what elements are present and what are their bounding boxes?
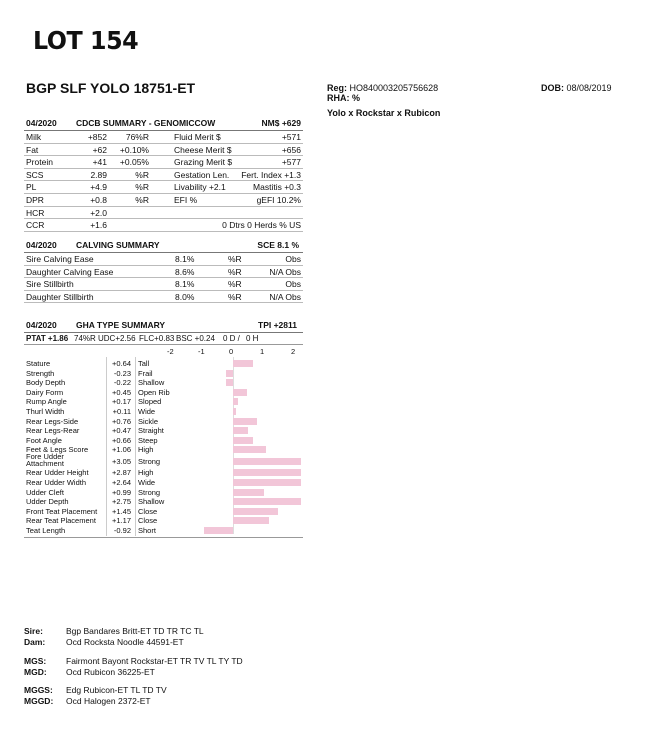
calving-date: 04/2020 — [26, 240, 57, 250]
type-trait-desc: Wide — [138, 407, 156, 416]
type-trait-row — [24, 388, 303, 398]
registration — [327, 83, 438, 93]
type-trait-name: Rear Legs-Rear — [26, 426, 80, 436]
type-trait-name: Fore Udder Attachment — [26, 452, 64, 468]
type-trait-desc: Short — [138, 526, 156, 536]
gha-title: GHA TYPE SUMMARY — [76, 320, 166, 330]
bsc: BSC +0.24 — [176, 334, 215, 343]
pedigree-label: MGGS: — [24, 685, 53, 695]
ptat-rel: 74%R — [74, 334, 96, 343]
pedigree-label: Dam: — [24, 637, 46, 647]
cdcb-row — [24, 156, 303, 169]
gha-type-summary — [24, 320, 303, 542]
type-trait-value: +0.76 — [112, 416, 131, 426]
trait-name: Protein — [26, 157, 53, 168]
type-trait-row — [24, 507, 303, 517]
pedigree-entry — [24, 685, 167, 695]
reg-label: Reg: — [327, 83, 347, 93]
trait-value: +0.8 — [90, 194, 107, 205]
axis-tick-label: -1 — [198, 347, 205, 356]
type-trait-desc: Shallow — [138, 497, 165, 507]
trait-value: +2.0 — [90, 207, 107, 218]
type-trait-name: Udder Cleft — [26, 487, 64, 497]
axis-tick-label: 1 — [260, 347, 265, 356]
calving-trait: Sire Stillbirth — [26, 279, 74, 290]
calving-value: 8.1% — [175, 279, 195, 290]
trait-reliability: 76%R — [125, 132, 149, 142]
pedigree-name: Edg Rubicon-ET TL TD TV — [66, 685, 167, 695]
type-trait-name: Stature — [26, 359, 51, 368]
trait-value: +852 — [87, 132, 107, 142]
type-trait-row — [24, 452, 303, 468]
type-trait-value: +2.64 — [112, 478, 131, 488]
type-trait-row — [24, 407, 303, 417]
type-trait-bar — [233, 469, 301, 476]
cdcb-row — [24, 219, 303, 232]
type-trait-desc: Open Rib — [138, 387, 170, 397]
type-trait-name: Rear Teat Placement — [26, 516, 96, 526]
type-trait-desc: High — [138, 468, 154, 478]
type-trait-bar — [233, 389, 247, 396]
cdcb-row — [24, 207, 303, 220]
merit-value: gEFI 10.2% — [256, 194, 301, 205]
axis-tick-label: 2 — [291, 347, 296, 356]
type-trait-bar — [233, 398, 238, 405]
pedigree-entry — [24, 667, 155, 677]
ptat: PTAT +1.86 — [26, 334, 69, 343]
type-trait-value: -0.22 — [113, 378, 131, 388]
gha-header — [24, 320, 303, 333]
flc: FLC+0.83 — [139, 334, 175, 343]
type-trait-bar — [233, 446, 266, 453]
type-trait-value: +0.66 — [112, 435, 131, 445]
axis-tick-label: 0 — [229, 347, 234, 356]
type-trait-desc: Straight — [138, 426, 164, 436]
merit-label: Grazing Merit $ — [174, 157, 233, 168]
trait-reliability: %R — [135, 182, 149, 193]
type-trait-desc: Strong — [138, 487, 161, 497]
merit-value: +577 — [281, 157, 301, 168]
type-trait-desc: Sickle — [138, 416, 159, 426]
merit-label: EFI % — [174, 194, 198, 205]
type-trait-row — [24, 417, 303, 427]
type-trait-desc: Shallow — [138, 378, 165, 388]
type-trait-name: Body Depth — [26, 378, 66, 388]
trait-value: +41 — [92, 157, 107, 168]
type-trait-row — [24, 468, 303, 478]
calving-sce: SCE 8.1 % — [257, 240, 299, 250]
pedigree-entry — [24, 696, 151, 706]
calving-rel: %R — [228, 254, 242, 264]
type-trait-bar — [233, 437, 253, 444]
pedigree-name: Ocd Rubicon 36225-ET — [66, 667, 155, 677]
trait-name: CCR — [26, 220, 45, 231]
merit-value: Fert. Index +1.3 — [241, 169, 301, 180]
rha — [327, 93, 360, 103]
pedigree-name: Ocd Halogen 2372-ET — [66, 696, 151, 706]
type-trait-desc: Wide — [138, 478, 156, 488]
cdcb-nm: NM$ +629 — [261, 118, 301, 128]
type-trait-desc: Strong — [138, 457, 161, 466]
type-trait-row — [24, 478, 303, 488]
type-trait-row — [24, 497, 303, 507]
dob-value: 08/08/2019 — [566, 83, 612, 93]
calving-obs: N/A Obs — [269, 266, 301, 277]
type-trait-value: +1.17 — [112, 516, 131, 526]
pedigree-name: Ocd Rocksta Noodle 44591-ET — [66, 637, 184, 647]
type-trait-row — [24, 378, 303, 388]
type-trait-name: Udder Depth — [26, 497, 69, 507]
calving-rel: %R — [228, 291, 242, 302]
type-trait-value: +0.45 — [112, 387, 131, 397]
animal-name: BGP SLF YOLO 18751-ET — [26, 80, 196, 96]
cdcb-summary — [24, 118, 303, 232]
calving-obs: N/A Obs — [269, 291, 301, 302]
type-trait-name: Teat Length — [26, 526, 66, 536]
calving-row — [24, 266, 303, 279]
type-trait-row — [24, 516, 303, 526]
type-trait-row — [24, 397, 303, 407]
chart-bottom-border — [24, 537, 303, 538]
type-trait-name: Front Teat Placement — [26, 506, 98, 516]
type-trait-value: +2.87 — [112, 468, 131, 478]
cdcb-row — [24, 194, 303, 207]
trait-name: Milk — [26, 132, 42, 142]
type-trait-desc: Close — [138, 516, 158, 526]
type-trait-desc: Sloped — [138, 397, 162, 407]
type-trait-bar — [233, 508, 278, 515]
trait-reliability: +0.05% — [119, 157, 149, 168]
herds: 0 H — [246, 334, 259, 343]
type-trait-value: +1.06 — [112, 445, 131, 455]
pedigree-name: Bgp Bandares Britt-ET TD TR TC TL — [66, 626, 204, 636]
calving-header — [24, 240, 303, 253]
type-trait-value: +0.99 — [112, 487, 131, 497]
type-trait-bar — [204, 527, 233, 534]
gha-date: 04/2020 — [26, 320, 57, 330]
calving-trait: Sire Calving Ease — [26, 254, 94, 264]
type-trait-desc: Frail — [138, 368, 153, 378]
type-trait-name: Feet & Legs Score — [26, 445, 89, 455]
calving-value: 8.1% — [175, 254, 195, 264]
type-trait-row — [24, 436, 303, 446]
type-trait-bar — [233, 498, 301, 505]
pedigree-label: MGGD: — [24, 696, 54, 706]
pedigree-name: Fairmont Bayont Rockstar-ET TR TV TL TY TD — [66, 656, 243, 666]
type-trait-bar — [233, 517, 269, 524]
merit-value: +656 — [281, 144, 301, 155]
trait-name: HCR — [26, 207, 45, 218]
trait-name: PL — [26, 182, 37, 193]
trait-reliability: +0.10% — [119, 144, 149, 155]
trait-value: +1.6 — [90, 220, 107, 231]
type-trait-row — [24, 526, 303, 536]
date-of-birth — [541, 83, 612, 93]
trait-reliability: %R — [135, 169, 149, 180]
type-trait-name: Rear Udder Height — [26, 468, 89, 478]
type-trait-value: +0.11 — [112, 407, 131, 416]
daughters: 0 D / — [223, 334, 240, 343]
type-trait-value: +0.17 — [112, 397, 131, 407]
gha-composites — [24, 333, 303, 345]
cdcb-row — [24, 144, 303, 157]
calving-value: 8.6% — [175, 266, 195, 277]
pedigree-label: Sire: — [24, 626, 43, 636]
type-trait-bar — [226, 370, 233, 377]
type-trait-desc: Tall — [138, 359, 150, 368]
calving-rel: %R — [228, 266, 242, 277]
pedigree-entry — [24, 656, 243, 666]
rha-value: % — [352, 93, 361, 103]
type-trait-desc: Close — [138, 506, 158, 516]
calving-trait: Daughter Calving Ease — [26, 266, 114, 277]
type-trait-bar — [233, 479, 301, 486]
gha-tpi: TPI +2811 — [258, 320, 297, 330]
cdcb-row — [24, 181, 303, 194]
merit-value: +571 — [281, 132, 301, 142]
trait-name: DPR — [26, 194, 44, 205]
calving-trait: Daughter Stillbirth — [26, 291, 94, 302]
type-trait-name: Thurl Width — [26, 407, 65, 416]
type-trait-value: +3.05 — [112, 457, 131, 466]
cdcb-header — [24, 118, 303, 131]
trait-value: +62 — [92, 144, 107, 155]
type-trait-name: Foot Angle — [26, 435, 62, 445]
pedigree-summary: Yolo x Rockstar x Rubicon — [327, 108, 441, 118]
dob-label: DOB: — [541, 83, 564, 93]
type-trait-desc: Steep — [138, 435, 158, 445]
merit-label: Livability +2.1 — [174, 182, 226, 193]
type-trait-value: +0.47 — [112, 426, 131, 436]
type-trait-value: +1.45 — [112, 506, 131, 516]
calving-row — [24, 278, 303, 291]
type-trait-bar — [233, 360, 253, 367]
merit-value: 0 Dtrs 0 Herds % US — [222, 220, 301, 231]
lot-number: LOT 154 — [33, 26, 139, 55]
type-trait-value: +2.75 — [112, 497, 131, 507]
type-trait-row — [24, 426, 303, 436]
calving-obs: Obs — [285, 279, 301, 290]
type-trait-bar — [226, 379, 233, 386]
pedigree-entry — [24, 637, 184, 647]
pedigree-label: MGS: — [24, 656, 47, 666]
axis-tick-label: -2 — [167, 347, 174, 356]
type-trait-bar — [233, 418, 257, 425]
type-trait-name: Rump Angle — [26, 397, 67, 407]
type-trait-name: Dairy Form — [26, 387, 64, 397]
cdcb-row — [24, 131, 303, 144]
type-trait-name: Rear Legs-Side — [26, 416, 79, 426]
reg-value: HO840003205756628 — [349, 83, 439, 93]
type-trait-name: Strength — [26, 368, 55, 378]
merit-label: Cheese Merit $ — [174, 144, 232, 155]
calving-obs: Obs — [285, 254, 301, 264]
trait-value: 2.89 — [90, 169, 107, 180]
type-trait-chart — [24, 347, 303, 542]
column-divider — [135, 357, 136, 536]
type-trait-row — [24, 369, 303, 379]
cdcb-title: CDCB SUMMARY - GENOMICCOW — [76, 118, 216, 128]
udc: UDC+2.56 — [98, 334, 136, 343]
merit-label: Gestation Len. — [174, 169, 230, 180]
calving-summary — [24, 240, 303, 303]
column-divider — [106, 357, 107, 536]
type-trait-bar — [233, 489, 264, 496]
type-trait-bar — [233, 458, 301, 465]
trait-name: SCS — [26, 169, 44, 180]
calving-title: CALVING SUMMARY — [76, 240, 160, 250]
trait-value: +4.9 — [90, 182, 107, 193]
rha-label: RHA: — [327, 93, 350, 103]
type-trait-name: Rear Udder Width — [26, 478, 87, 488]
type-trait-value: -0.23 — [113, 368, 131, 378]
type-trait-value: -0.92 — [113, 526, 131, 536]
trait-name: Fat — [26, 144, 39, 155]
cdcb-row — [24, 169, 303, 182]
pedigree-entry — [24, 626, 204, 636]
calving-row — [24, 253, 303, 266]
cdcb-date: 04/2020 — [26, 118, 57, 128]
merit-label: Fluid Merit $ — [174, 132, 221, 142]
type-trait-value: +0.64 — [112, 359, 131, 368]
trait-reliability: %R — [135, 194, 149, 205]
pedigree-label: MGD: — [24, 667, 47, 677]
type-trait-desc: High — [138, 445, 154, 455]
merit-value: Mastitis +0.3 — [253, 182, 301, 193]
calving-row — [24, 291, 303, 304]
type-trait-row — [24, 359, 303, 369]
type-trait-bar — [233, 427, 248, 434]
calving-value: 8.0% — [175, 291, 195, 302]
type-trait-bar — [233, 408, 236, 415]
calving-rel: %R — [228, 279, 242, 290]
type-trait-row — [24, 488, 303, 498]
